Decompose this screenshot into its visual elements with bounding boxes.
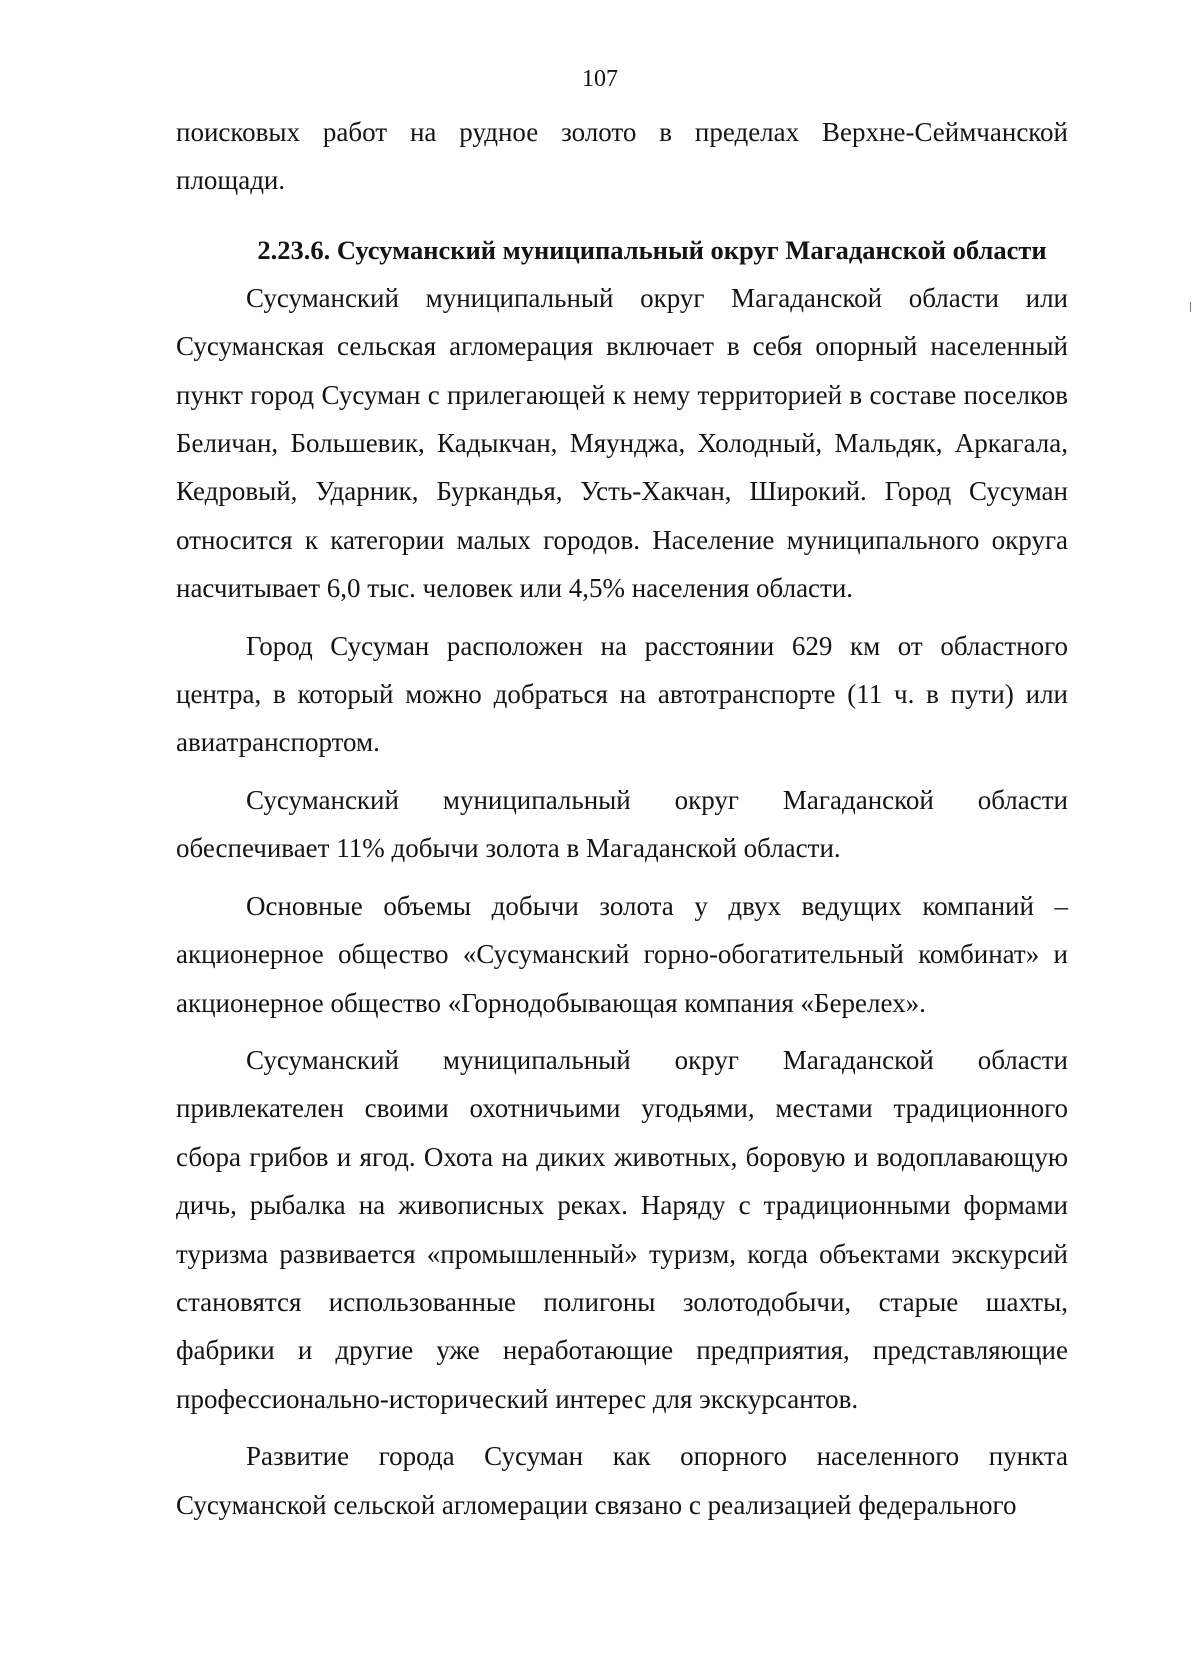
document-body [176, 108, 1068, 1529]
body-paragraph: Сусуманский муниципальный округ Магаданской области или Сусуманская сельская агломерация включает в себя опорный населенный пункт город Сусуман с прилегающей к нему территорией в составе поселков Беличан, Большевик, Кадыкчан, Мяунджа, Холодный, Мальдяк, Аркагала, Кедровый, Ударник, Буркандья, Усть-Хакчан, Широкий. Город Сусуман относится к категории малых городов. Население муниципального округа насчитывает 6,0 тыс. человек или 4,5% населения области. [176, 282, 1068, 604]
body-paragraph: Город Сусуман расположен на расстоянии 629 км от областного центра, в который можно добраться на автотранспорте (11 ч. в пути) или авиатранспортом. [176, 630, 1068, 758]
scan-artifact-mark [1190, 302, 1191, 312]
body-paragraph: Сусуманский муниципальный округ Магаданской области обеспечивает 11% добычи золота в Магаданской области. [176, 784, 1068, 864]
section-heading: 2.23.6. Сусуманский муниципальный округ Магаданской области [257, 234, 1047, 265]
page-number: 107 [582, 66, 618, 92]
body-paragraph: Развитие города Сусуман как опорного населенного пункта Сусуманской сельской агломерации связано с реализацией федерального [176, 1441, 1068, 1520]
intro-continuation-paragraph: поисковых работ на рудное золото в пределах Верхне-Сеймчанской площади. [176, 117, 1068, 196]
body-paragraph: Сусуманский муниципальный округ Магаданской области привлекателен своими охотничьими угодьями, местами традиционного сбора грибов и ягод. Охота на диких животных, боровую и водоплавающую дичь, рыбалка на живописных реках. Наряду с традиционными формами туризма развивается «промышленный» туризм, когда объектами экскурсий становятся использованные полигоны золотодобычи, старые шахты, фабрики и другие уже неработающие предприятия, представляющие профессионально-исторический интерес для экскурсантов. [176, 1044, 1068, 1414]
body-paragraph: Основные объемы добычи золота у двух ведущих компаний – акционерное общество «Сусуманский горно-обогатительный комбинат» и акционерное общество «Горнодобывающая компания «Берелех». [176, 890, 1068, 1018]
